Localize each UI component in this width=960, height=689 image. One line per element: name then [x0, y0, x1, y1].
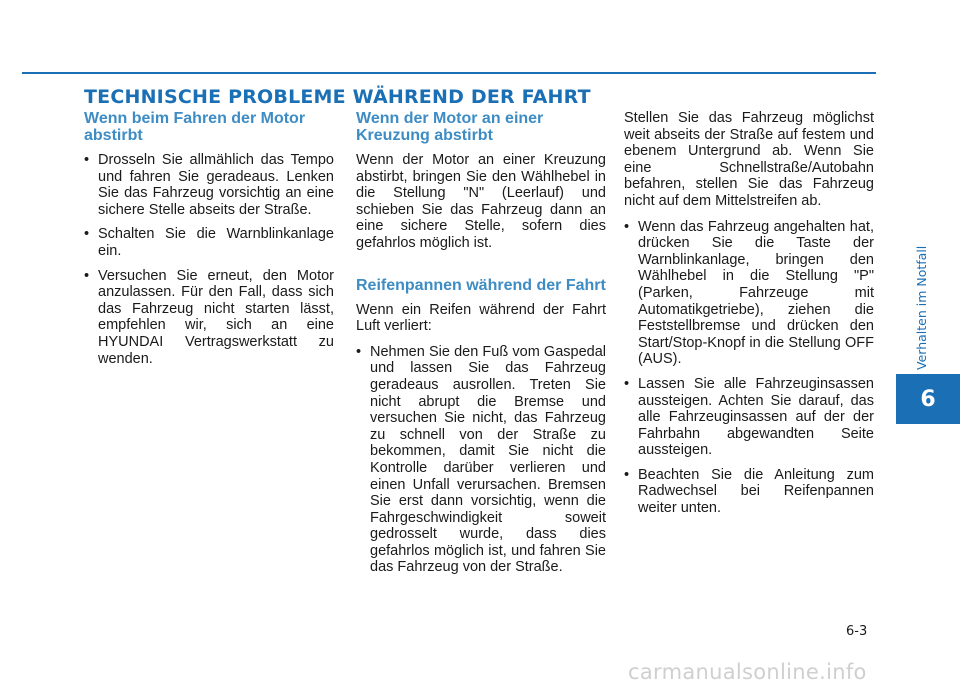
- section-title-intersection: Wenn der Motor an einer Kreuzung abstirbt: [356, 110, 544, 144]
- chapter-side-label: Verhalten im Notfall: [914, 245, 929, 370]
- page-title: TECHNISCHE PROBLEME WÄHREND DER FAHRT: [84, 86, 591, 108]
- section-title-engine-stall: Wenn beim Fahren der Motor abstirbt: [84, 110, 306, 144]
- column-3: [624, 110, 874, 525]
- flat-tire-continued: Stellen Sie das Fahrzeug möglichst weit abseits der Straße auf festem und ebenem Untergrund ab. Wenn Sie eine Schnellstraße/Autobahn befahren, stellen Sie das Fahrzeug nicht auf dem Mittelstreifen ab.: [624, 110, 874, 209]
- section-title-flat-tire: Reifenpannen während der Fahrt: [356, 276, 606, 294]
- flat-tire-intro: Wenn ein Reifen während der Fahrt Luft verliert:: [356, 301, 606, 335]
- list-item: • Beachten Sie die Anleitung zum Radwechsel bei Reifenpannen weiter unten.: [624, 467, 874, 517]
- flat-tire-list: [356, 344, 606, 576]
- list-item: • Lassen Sie alle Fahrzeuginsassen aussteigen. Achten Sie darauf, das alle Fahrzeuginsassen auf der der Fahrbahn abgewandten Seite aussteigen.: [624, 376, 874, 459]
- list-item: • Drosseln Sie allmählich das Tempo und fahren Sie geradeaus. Lenken Sie das Fahrzeug vorsichtig an eine sichere Stelle abseits der Straße.: [84, 152, 334, 218]
- flat-tire-list-continued: [624, 219, 874, 517]
- page-number: 6-3: [846, 624, 868, 639]
- list-item: • Wenn das Fahrzeug angehalten hat, drücken Sie die Taste der Warnblinkanlage, bringen den Wählhebel in die Stellung "P" (Parken, Fahrzeuge mit Automatikgetriebe), ziehen die Feststellbremse und drücken den Start/Stop-Knopf in die Stellung OFF (AUS).: [624, 219, 874, 368]
- list-item: • Versuchen Sie erneut, den Motor anzulassen. Für den Fall, dass sich das Fahrzeug nicht starten lässt, empfehlen wir, sich an eine HYUNDAI Vertragswerkstatt zu wenden.: [84, 268, 334, 368]
- watermark: carmanualsonline.info: [628, 660, 867, 684]
- list-item: • Nehmen Sie den Fuß vom Gaspedal und lassen Sie das Fahrzeug geradeaus ausrollen. Treten Sie nicht abrupt die Bremse und versuchen Sie nicht, das Fahrzeug zu schnell von der Straße zu bekommen, damit Sie nicht die Kontrolle darüber verlieren und einen Unfall verursachen. Bremsen Sie erst dann vorsichtig, wenn die Fahrgeschwindigkeit soweit gedrosselt wurde, dass dies gefahrlos möglich ist, und fahren Sie das Fahrzeug von der Straße.: [356, 344, 606, 576]
- top-rule: [22, 72, 876, 74]
- chapter-number-tab: 6: [896, 374, 960, 424]
- column-2: [356, 110, 606, 584]
- engine-stall-list: [84, 152, 334, 367]
- list-item: • Schalten Sie die Warnblinkanlage ein.: [84, 226, 334, 259]
- intersection-body: Wenn der Motor an einer Kreuzung abstirbt, bringen Sie den Wählhebel in die Stellung "N" (Leerlauf) und schieben Sie das Fahrzeug dann an eine sichere Stelle, sofern dies gefahrlos möglich ist.: [356, 152, 606, 251]
- column-1: [84, 110, 334, 375]
